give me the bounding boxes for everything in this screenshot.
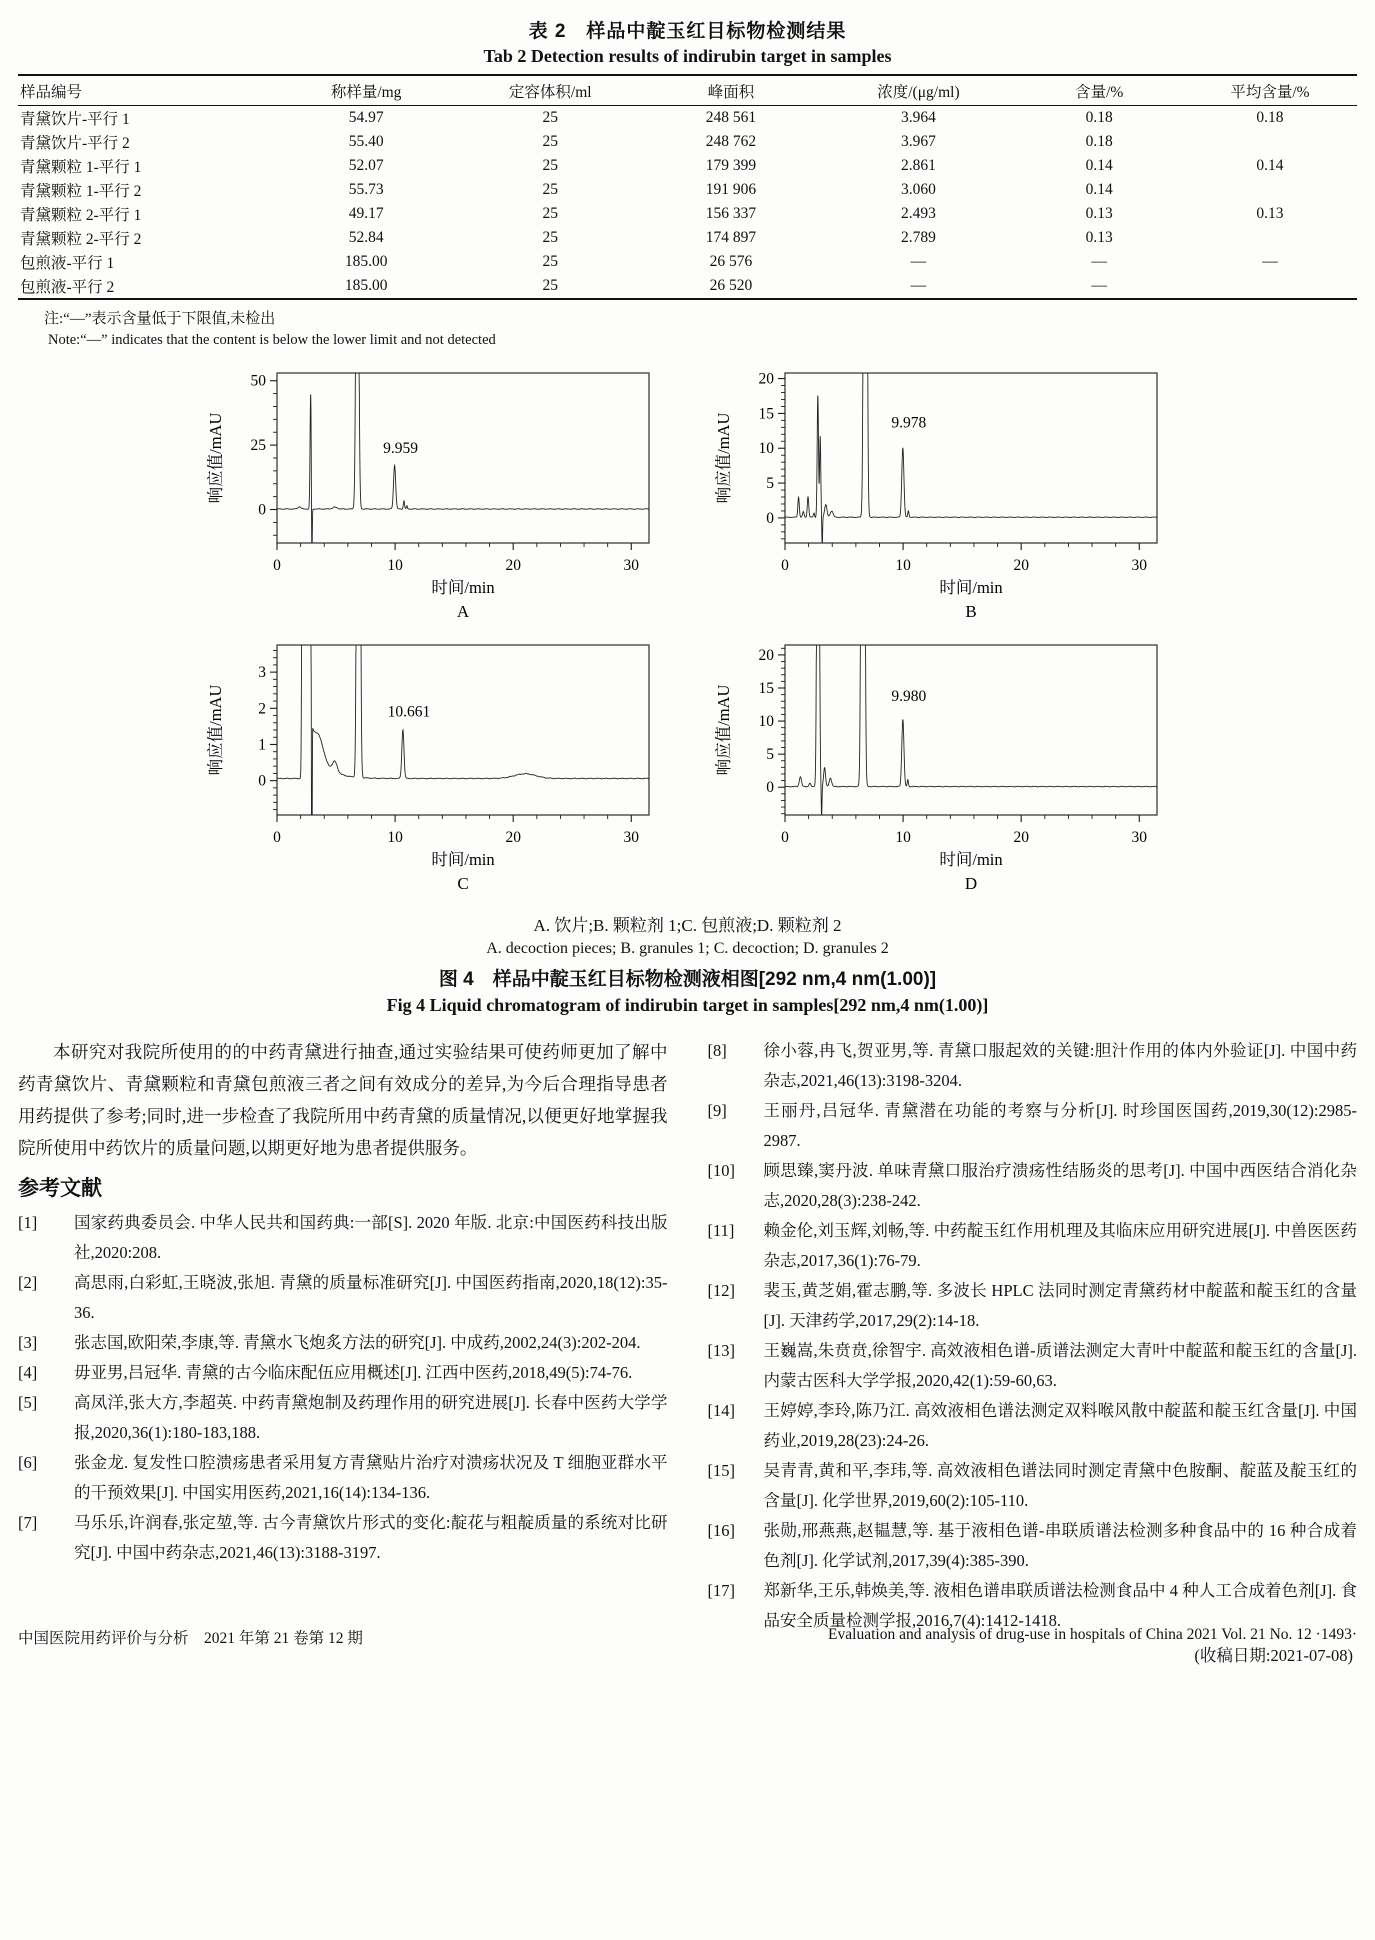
svg-text:响应值/mAU: 响应值/mAU bbox=[713, 412, 733, 504]
table-header-cell: 浓度/(μg/ml) bbox=[821, 75, 1015, 106]
reference-item: [5] 高凤洋,张大方,李超英. 中药青黛炮制及药理作用的研究进展[J]. 长春中医药大学学报,2020,36(1):180-183,188. bbox=[18, 1393, 668, 1443]
detection-results-table bbox=[18, 74, 1357, 300]
svg-text:响应值/mAU: 响应值/mAU bbox=[206, 412, 225, 504]
svg-text:3: 3 bbox=[258, 664, 266, 682]
chromatogram-panel-b bbox=[703, 363, 1171, 631]
svg-text:0: 0 bbox=[765, 509, 774, 527]
reference-item: [17] 郑新华,王乐,韩焕美,等. 液相色谱串联质谱法检测食品中 4 种人工合成着色剂[J]. 食品安全质量检测学报,2016,7(4):1412-1418. bbox=[707, 1581, 1357, 1631]
table-row: 青黛颗粒 1-平行 2 55.73 25 191 906 3.060 0.14 bbox=[20, 181, 1113, 200]
table-body bbox=[18, 106, 1357, 300]
table-row: 青黛颗粒 2-平行 2 52.84 25 174 897 2.789 0.13 bbox=[20, 229, 1113, 248]
table-title-en: Tab 2 Detection results of indirubin target in samples bbox=[483, 46, 892, 66]
svg-text:10: 10 bbox=[758, 713, 774, 731]
table-row: 青黛颗粒 1-平行 1 52.07 25 179 399 2.861 0.14 0.14 bbox=[20, 157, 1284, 176]
svg-text:时间/min: 时间/min bbox=[938, 578, 1003, 597]
table-row: 包煎液-平行 1 185.00 25 26 576 — — — bbox=[20, 253, 1278, 272]
text-columns bbox=[18, 1036, 1357, 1666]
conclusion-paragraph: 本研究对我院所使用的的中药青黛进行抽查,通过实验结果可使药师更加了解中药青黛饮片、青黛颗粒和青黛包煎液三者之间有效成分的差异,为今后合理指导患者用药提供了参考;同时,进一步检查了我院所用中药青黛的质量情况,以便更好地掌握我院所使用中药饮片的质量问题,以期更好地为患者提供服务。 bbox=[18, 1042, 668, 1159]
svg-text:30: 30 bbox=[1131, 557, 1147, 574]
svg-text:0: 0 bbox=[765, 779, 774, 797]
svg-text:10: 10 bbox=[387, 829, 403, 846]
svg-text:20: 20 bbox=[1012, 829, 1029, 846]
references-right bbox=[708, 1036, 1358, 1636]
svg-text:30: 30 bbox=[1131, 829, 1147, 846]
svg-text:10: 10 bbox=[387, 557, 403, 574]
figure-caption-en: Fig 4 Liquid chromatogram of indirubin target in samples[292 nm,4 nm(1.00)] bbox=[386, 995, 989, 1015]
footer-journal-en: Evaluation and analysis of drug-use in hospitals of China 2021 Vol. 21 No. 12 ·1493· bbox=[828, 1626, 1357, 1644]
figure-4-panels bbox=[195, 363, 1180, 903]
table-title-cn: 表 2 样品中靛玉红目标物检测结果 bbox=[528, 21, 847, 42]
figure-panel-key-en: A. decoction pieces; B. granules 1; C. decoction; D. granules 2 bbox=[486, 940, 889, 957]
svg-text:5: 5 bbox=[765, 746, 774, 764]
svg-text:A: A bbox=[456, 602, 470, 621]
svg-text:50: 50 bbox=[250, 372, 266, 390]
table-header-cell: 定容体积/ml bbox=[460, 75, 641, 106]
page-footer bbox=[18, 1626, 1357, 1648]
svg-text:0: 0 bbox=[273, 557, 281, 574]
svg-text:D: D bbox=[964, 874, 977, 893]
svg-text:响应值/mAU: 响应值/mAU bbox=[713, 684, 733, 776]
reference-item: [13] 王巍嵩,朱贲贲,徐智宇. 高效液相色谱-质谱法测定大青叶中靛蓝和靛玉红的含量[J]. 内蒙古医科大学学报,2020,42(1):59-60,63. bbox=[707, 1341, 1357, 1391]
reference-item: [12] 裴玉,黄芝娟,霍志鹏,等. 多波长 HPLC 法同时测定青黛药材中靛蓝和靛玉红的含量[J]. 天津药学,2017,29(2):14-18. bbox=[707, 1281, 1357, 1331]
svg-text:0: 0 bbox=[258, 501, 266, 519]
svg-text:25: 25 bbox=[250, 437, 266, 455]
references-heading: 参考文献 bbox=[18, 1177, 102, 1201]
svg-text:响应值/mAU: 响应值/mAU bbox=[206, 684, 225, 776]
table-note-en: Note:“—” indicates that the content is below the lower limit and not detected bbox=[48, 332, 496, 348]
table-header-row bbox=[18, 75, 1357, 106]
reference-item: [6] 张金龙. 复发性口腔溃疡患者采用复方青黛贴片治疗对溃疡状况及 T 细胞亚群水平的干预效果[J]. 中国实用医药,2021,16(14):134-136. bbox=[18, 1453, 668, 1503]
svg-text:B: B bbox=[964, 602, 977, 621]
table-2-block bbox=[18, 16, 1357, 349]
svg-text:5: 5 bbox=[765, 475, 774, 493]
svg-text:2: 2 bbox=[258, 700, 266, 718]
table-header-cell: 含量/% bbox=[1016, 75, 1183, 106]
reference-item: [10] 顾思臻,窦丹波. 单味青黛口服治疗溃疡性结肠炎的思考[J]. 中国中西医结合消化杂志,2020,28(3):238-242. bbox=[707, 1161, 1357, 1211]
reference-item: [15] 吴青青,黄和平,李玮,等. 高效液相色谱法同时测定青黛中色胺酮、靛蓝及靛玉红的含量[J]. 化学世界,2019,60(2):105-110. bbox=[707, 1461, 1357, 1511]
svg-text:30: 30 bbox=[623, 829, 640, 846]
reference-item: [2] 高思雨,白彩虹,王晓波,张旭. 青黛的质量标准研究[J]. 中国医药指南,2020,18(12):35-36. bbox=[18, 1273, 668, 1323]
svg-text:9.959: 9.959 bbox=[383, 439, 419, 457]
table-row: 青黛颗粒 2-平行 1 49.17 25 156 337 2.493 0.13 0.13 bbox=[20, 205, 1284, 224]
table-header-cell: 峰面积 bbox=[641, 75, 822, 106]
svg-text:9.980: 9.980 bbox=[890, 688, 926, 706]
chromatogram-panel-c bbox=[195, 635, 663, 903]
table-note-cn: 注:“—”表示含量低于下限值,未检出 bbox=[44, 311, 276, 327]
svg-text:10.661: 10.661 bbox=[387, 703, 431, 721]
svg-text:C: C bbox=[457, 874, 469, 893]
chromatogram-panel-a bbox=[195, 363, 663, 631]
table-header-cell: 平均含量/% bbox=[1183, 75, 1357, 106]
reference-item: [4] 毋亚男,吕冠华. 青黛的古今临床配伍应用概述[J]. 江西中医药,2018,49(5):74-76. bbox=[18, 1363, 633, 1383]
svg-text:10: 10 bbox=[758, 440, 774, 458]
svg-text:0: 0 bbox=[258, 772, 266, 790]
received-date: (收稿日期:2021-07-08) bbox=[1194, 1646, 1353, 1666]
svg-text:20: 20 bbox=[505, 557, 521, 574]
svg-text:时间/min: 时间/min bbox=[938, 850, 1003, 869]
left-column bbox=[18, 1036, 668, 1666]
svg-text:10: 10 bbox=[894, 557, 911, 574]
reference-item: [3] 张志国,欧阳荣,李康,等. 青黛水飞炮炙方法的研究[J]. 中成药,2002,24(3):202-204. bbox=[18, 1333, 641, 1353]
table-header-cell: 样品编号 bbox=[18, 75, 272, 106]
table-row: 包煎液-平行 2 185.00 25 26 520 — — bbox=[20, 277, 1107, 296]
figure-panel-key-cn: A. 饮片;B. 颗粒剂 1;C. 包煎液;D. 颗粒剂 2 bbox=[533, 916, 842, 935]
table-row: 青黛饮片-平行 1 54.97 25 248 561 3.964 0.18 0.18 bbox=[20, 109, 1284, 128]
svg-text:0: 0 bbox=[273, 829, 281, 846]
svg-text:15: 15 bbox=[758, 405, 774, 423]
svg-text:9.978: 9.978 bbox=[890, 414, 926, 432]
footer-journal-cn: 中国医院用药评价与分析 2021 年第 21 卷第 12 期 bbox=[18, 1630, 363, 1648]
chromatogram-panel-d bbox=[703, 635, 1171, 903]
reference-item: [7] 马乐乐,许润春,张定堃,等. 古今青黛饮片形式的变化:靛花与粗靛质量的系统对比研究[J]. 中国中药杂志,2021,46(13):3188-3197. bbox=[18, 1513, 668, 1563]
svg-text:0: 0 bbox=[780, 557, 789, 574]
reference-item: [8] 徐小蓉,冉飞,贺亚男,等. 青黛口服起效的关键:胆汁作用的体内外验证[J]. 中国中药杂志,2021,46(13):3198-3204. bbox=[707, 1041, 1357, 1091]
reference-item: [11] 赖金伦,刘玉辉,刘畅,等. 中药靛玉红作用机理及其临床应用研究进展[J]. 中兽医医药杂志,2017,36(1):76-79. bbox=[707, 1221, 1357, 1271]
table-row: 青黛饮片-平行 2 55.40 25 248 762 3.967 0.18 bbox=[20, 133, 1113, 152]
reference-item: [16] 张勋,邢燕燕,赵韫慧,等. 基于液相色谱-串联质谱法检测多种食品中的 16 种合成着色剂[J]. 化学试剂,2017,39(4):385-390. bbox=[707, 1521, 1357, 1571]
svg-text:时间/min: 时间/min bbox=[431, 850, 495, 869]
svg-text:30: 30 bbox=[623, 557, 640, 574]
svg-text:20: 20 bbox=[1012, 557, 1029, 574]
svg-text:20: 20 bbox=[758, 370, 774, 388]
svg-text:15: 15 bbox=[758, 679, 774, 697]
table-header-cell: 称样量/mg bbox=[272, 75, 459, 106]
svg-text:20: 20 bbox=[758, 646, 774, 664]
svg-text:时间/min: 时间/min bbox=[431, 578, 495, 597]
svg-text:1: 1 bbox=[258, 736, 266, 754]
svg-text:0: 0 bbox=[780, 829, 789, 846]
reference-item: [1] 国家药典委员会. 中华人民共和国药典:一部[S]. 2020 年版. 北京:中国医药科技出版社,2020:208. bbox=[18, 1213, 668, 1263]
references-left bbox=[18, 1208, 668, 1568]
svg-text:10: 10 bbox=[894, 829, 911, 846]
svg-text:20: 20 bbox=[505, 829, 521, 846]
right-column bbox=[708, 1036, 1358, 1666]
figure-caption-cn: 图 4 样品中靛玉红目标物检测液相图[292 nm,4 nm(1.00)] bbox=[438, 969, 937, 990]
reference-item: [14] 王婷婷,李玲,陈乃江. 高效液相色谱法测定双料喉风散中靛蓝和靛玉红含量[J]. 中国药业,2019,28(23):24-26. bbox=[707, 1401, 1357, 1451]
reference-item: [9] 王丽丹,吕冠华. 青黛潜在功能的考察与分析[J]. 时珍国医国药,2019,30(12):2985-2987. bbox=[707, 1101, 1357, 1151]
